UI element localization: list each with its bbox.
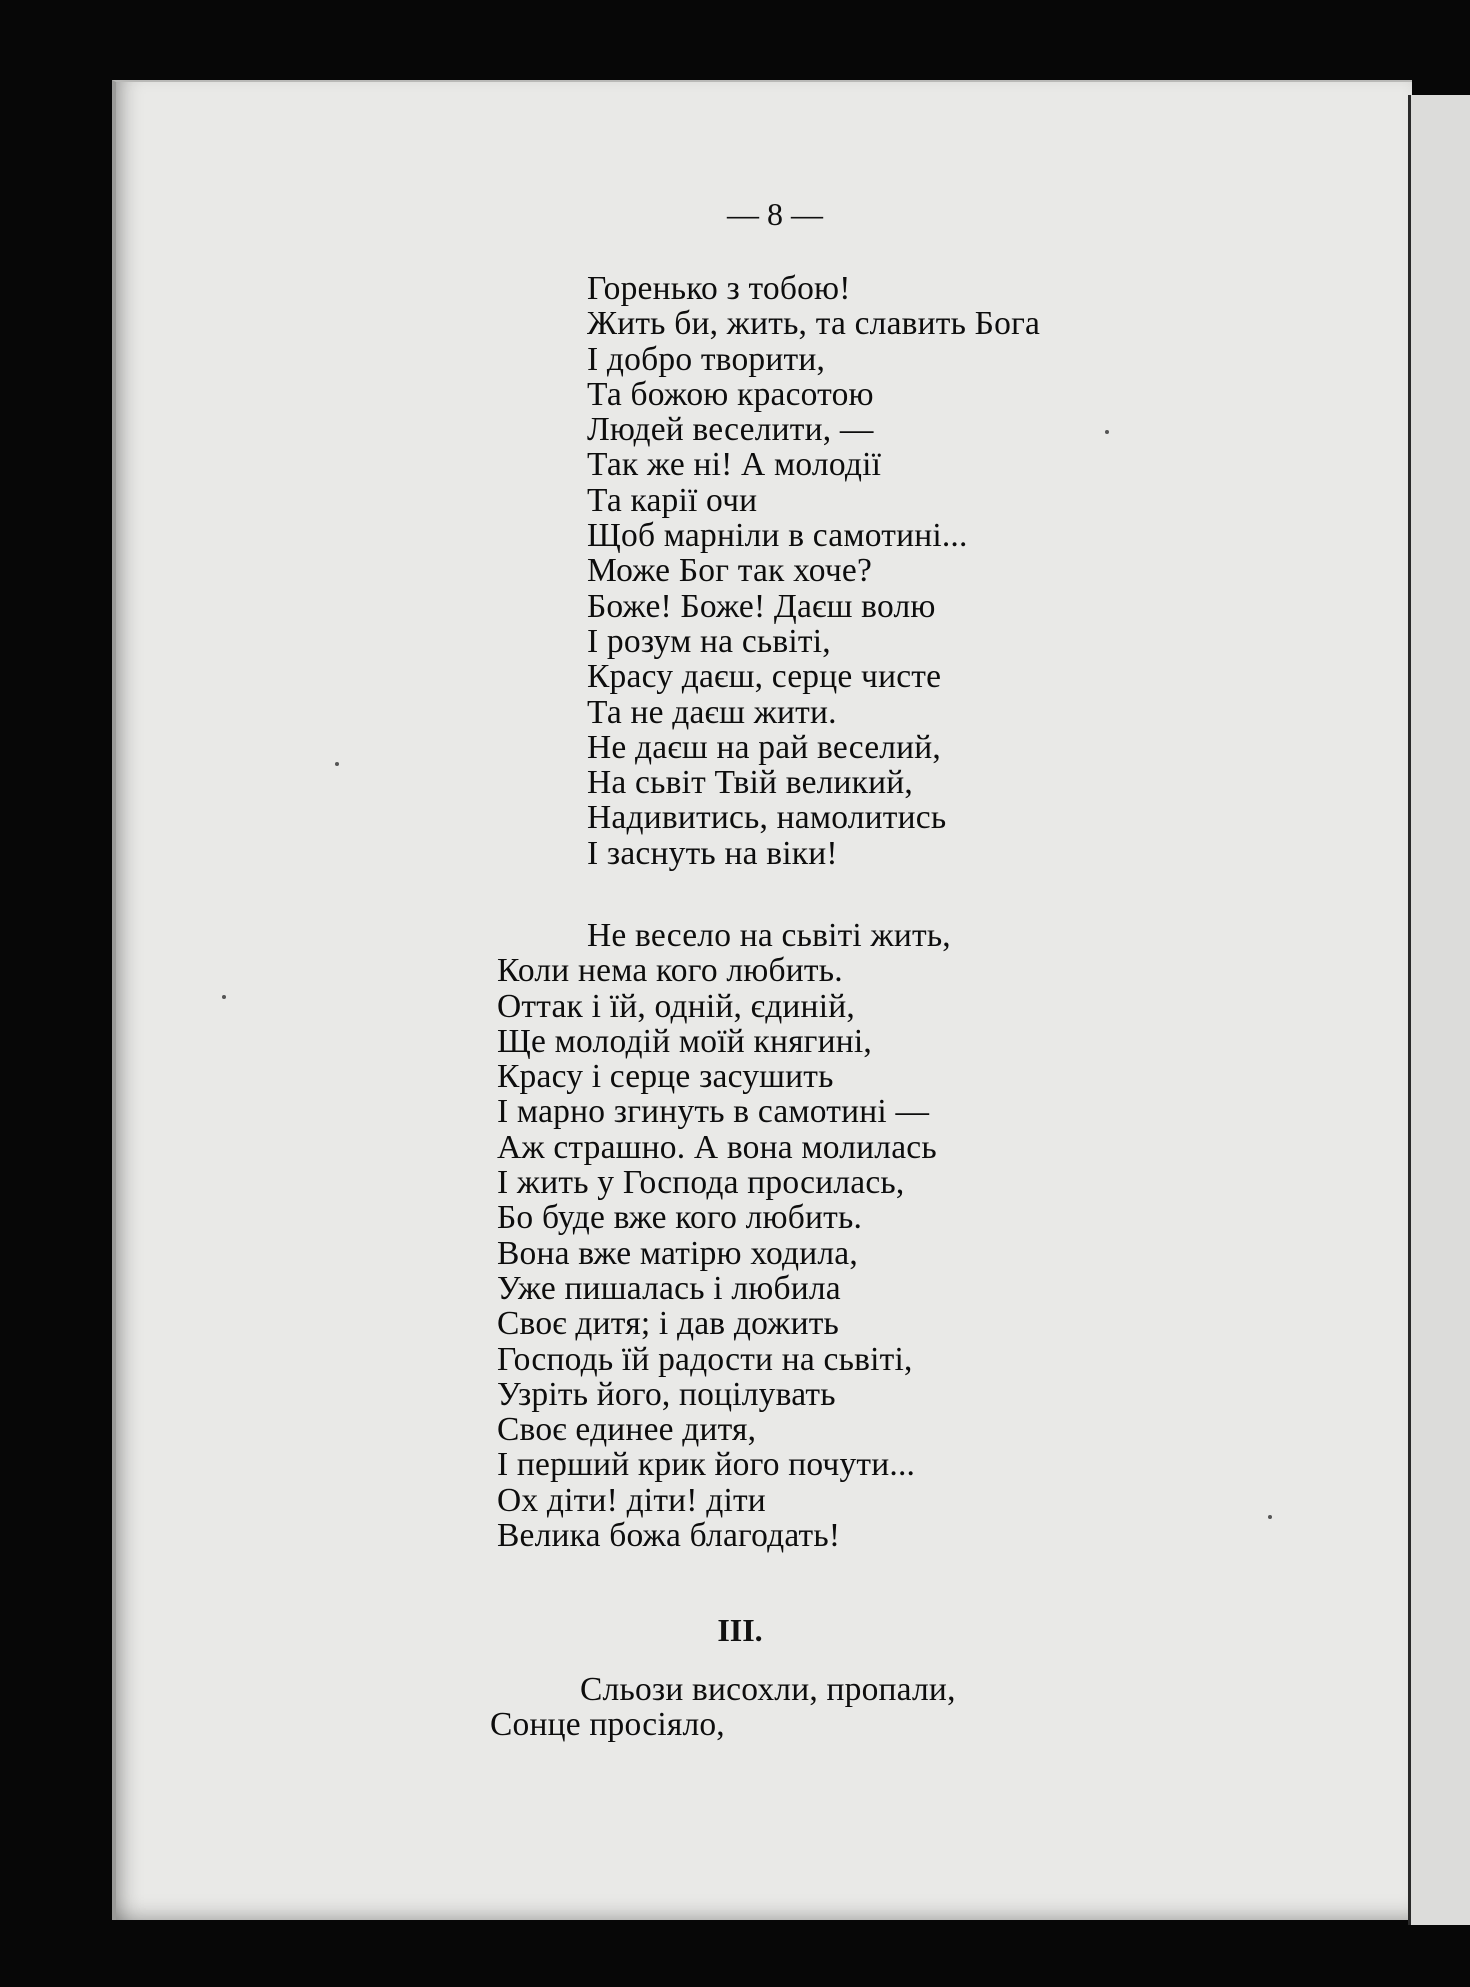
poem-line: Людей веселити, — (587, 411, 874, 449)
poem-line: Сонце просіяло, (490, 1706, 725, 1744)
poem-line: Красу даєш, серце чисте (587, 658, 942, 696)
poem-line: На сьвіт Твій великий, (587, 764, 913, 802)
dust-speck (1105, 430, 1109, 434)
poem-line: Сльози висохли, пропали, (580, 1671, 956, 1708)
poem-stanza-1 (587, 271, 1040, 871)
poem-line: Ще молодій моїй княгині, (497, 1022, 872, 1060)
page-number: — 8 — (727, 196, 823, 232)
poem-line: Не весело на сьвіті жить, (587, 917, 951, 954)
poem-line: І жить у Господа просилась, (497, 1164, 905, 1202)
poem-line: Не даєш на рай веселий, (587, 728, 942, 766)
poem-line: Жить би, жить, та славить Бога (587, 305, 1041, 343)
poem-line: Оттак і їй, одній, єдиній, (497, 987, 855, 1025)
poem-line: Своє дитя; і дав дожить (497, 1305, 840, 1343)
poem-stanza-3 (490, 1672, 956, 1743)
section-heading: III. (717, 1612, 763, 1648)
dust-speck (1268, 1515, 1272, 1519)
dust-speck (335, 762, 339, 766)
poem-line: Так же ні! А молодії (587, 446, 882, 484)
poem-line: Вона вже матірю ходила, (497, 1234, 858, 1272)
poem-line: Горенько з тобою! (587, 270, 851, 307)
poem-line: І перший крик його почути... (497, 1446, 916, 1484)
poem-line: Боже! Боже! Даєш волю (587, 587, 936, 625)
adjacent-page-edge (1408, 95, 1470, 1925)
poem-line: Та божою красотою (587, 375, 874, 413)
poem-line: Бо буде вже кого любить. (497, 1199, 863, 1237)
poem-line: Аж страшно. А вона молилась (497, 1128, 937, 1166)
poem-line: І добро творити, (587, 340, 826, 378)
poem-line: І заснуть на віки! (587, 834, 838, 872)
poem-line: І розум на сьвіті, (587, 622, 831, 660)
poem-line: Надивитись, намолитись (587, 799, 947, 837)
poem-line: Коли нема кого любить. (497, 952, 843, 990)
poem-stanza-2 (497, 918, 951, 1553)
poem-line: Велика божа благодать! (497, 1517, 841, 1555)
poem-line: Та карії очи (587, 481, 758, 519)
poem-line: І марно згинуть в самотині — (497, 1093, 930, 1131)
poem-line: Своє единее дитя, (497, 1411, 757, 1449)
poem-line: Ох діти! діти! діти (497, 1481, 766, 1519)
poem-line: Щоб марніли в самотині... (587, 517, 968, 555)
dust-speck (222, 995, 226, 999)
poem-line: Красу і серце засушить (497, 1058, 834, 1096)
poem-line: Господь їй радости на сьвіті, (497, 1340, 913, 1378)
poem-line: Може Бог так хоче? (587, 552, 873, 590)
poem-line: Уже пишалась і любила (497, 1269, 841, 1307)
poem-line: Та не даєш жити. (587, 693, 837, 731)
poem-line: Узріть його, поцілувать (497, 1375, 836, 1413)
